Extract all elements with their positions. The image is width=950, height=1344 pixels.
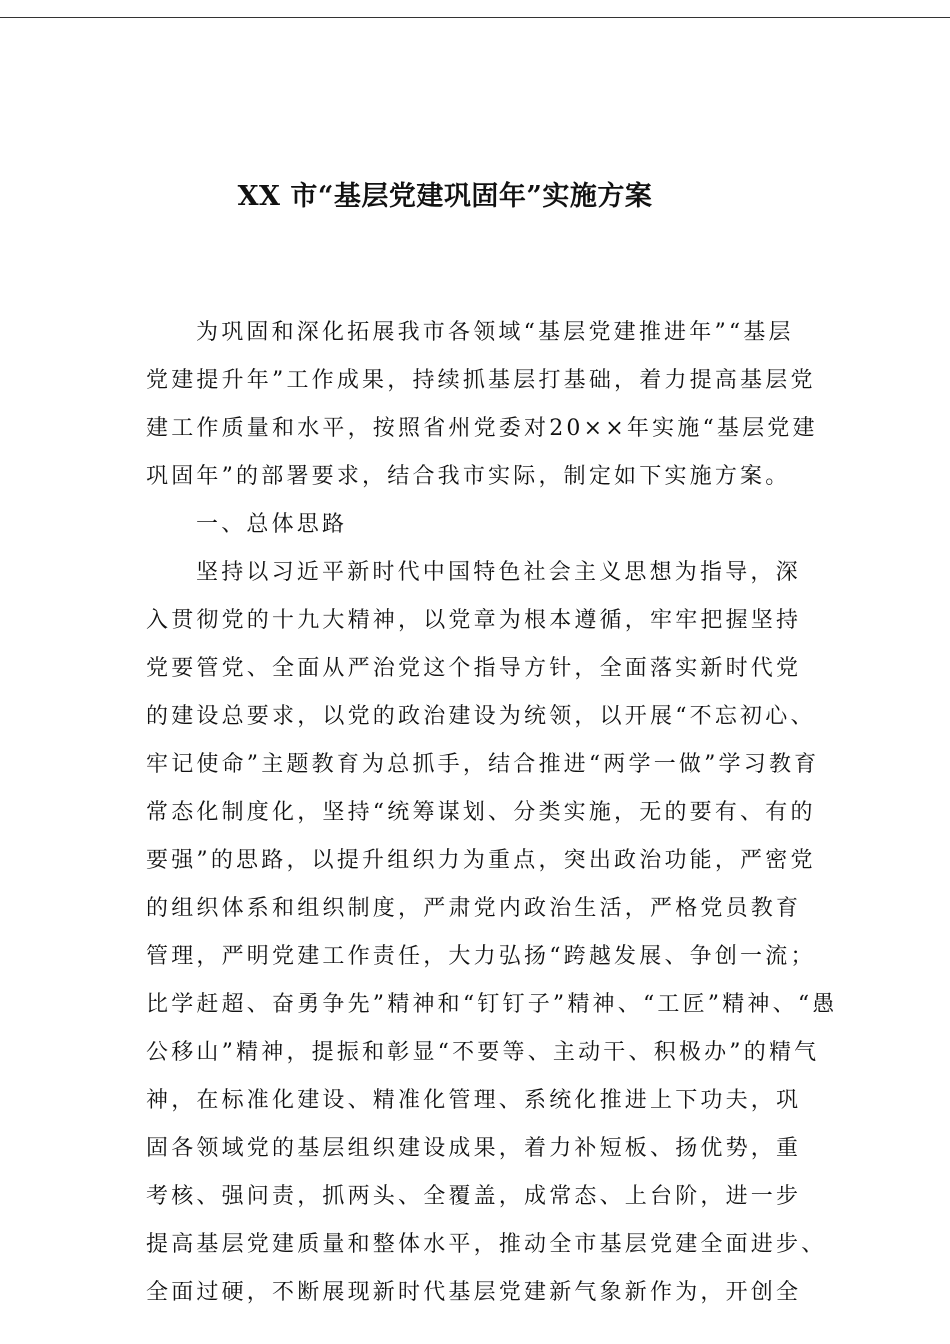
paragraph-line: 全面过硬，不断展现新时代基层党建新气象新作为，开创全 (146, 1280, 802, 1305)
paragraph-line: 要强”的思路，以提升组织力为重点，突出政治功能，严密党 (146, 848, 816, 873)
paragraph-line: 党要管党、全面从严治党这个指导方针，全面落实新时代党 (146, 656, 802, 681)
paragraph-line: 管理，严明党建工作责任，大力弘扬“跨越发展、争创一流； (146, 944, 816, 969)
paragraph-line: 牢记使命”主题教育为总抓手，结合推进“两学一做”学习教育 (146, 752, 820, 777)
paragraph-line: 比学赶超、奋勇争先”精神和“钉钉子”精神、“工匠”精神、“愚 (146, 992, 838, 1017)
paragraph-line: 为巩固和深化拓展我市各领域“基层党建推进年”“基层 (196, 320, 794, 345)
section-heading: 一、总体思路 (196, 512, 348, 537)
paragraph-line: 巩固年”的部署要求，结合我市实际，制定如下实施方案。 (146, 464, 791, 489)
paragraph-line: 神，在标准化建设、精准化管理、系统化推进上下功夫，巩 (146, 1088, 802, 1113)
paragraph-line: 固各领域党的基层组织建设成果，着力补短板、扬优势，重 (146, 1136, 802, 1161)
header-rule (0, 17, 950, 18)
paragraph-line: 坚持以习近平新时代中国特色社会主义思想为指导，深 (196, 560, 801, 585)
paragraph-line: 建工作质量和水平，按照省州党委对20××年实施“基层党建 (146, 416, 818, 441)
paragraph-line: 公移山”精神，提振和彰显“不要等、主动干、积极办”的精气 (146, 1040, 820, 1065)
paragraph-line: 的组织体系和组织制度，严肃党内政治生活，严格党员教育 (146, 896, 802, 921)
paragraph-line: 考核、强问责，抓两头、全覆盖，成常态、上台阶，进一步 (146, 1184, 802, 1209)
paragraph-line: 的建设总要求，以党的政治建设为统领，以开展“不忘初心、 (146, 704, 816, 729)
document-title: XX 市“基层党建巩固年”实施方案 (237, 181, 653, 212)
paragraph-line: 常态化制度化，坚持“统筹谋划、分类实施，无的要有、有的 (146, 800, 816, 825)
paragraph-line: 党建提升年”工作成果，持续抓基层打基础，着力提高基层党 (146, 368, 816, 393)
paragraph-line: 入贯彻党的十九大精神，以党章为根本遵循，牢牢把握坚持 (146, 608, 802, 633)
paragraph-line: 提高基层党建质量和整体水平，推动全市基层党建全面进步、 (146, 1232, 827, 1257)
